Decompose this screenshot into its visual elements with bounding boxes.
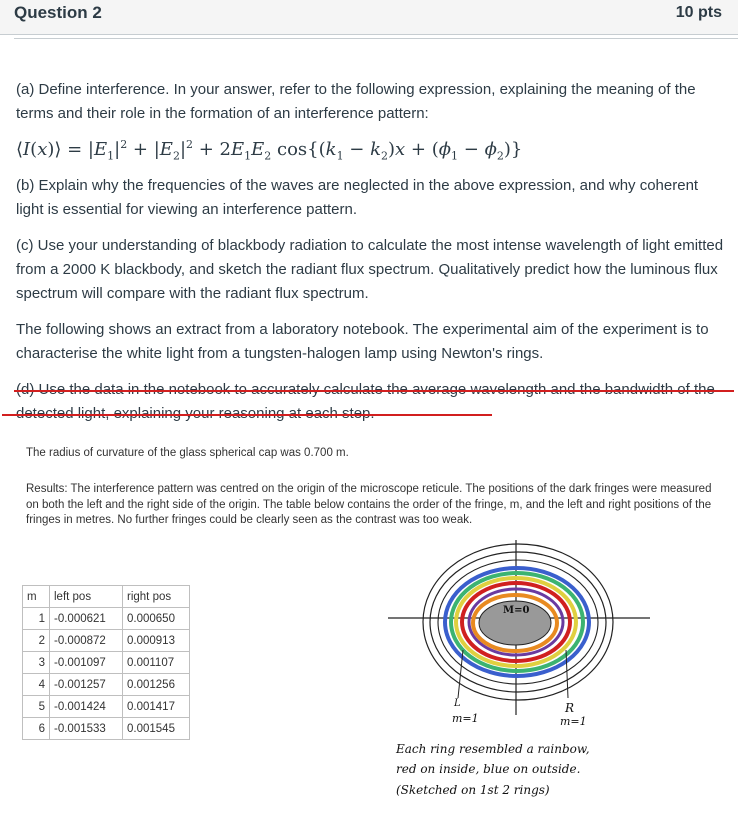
table-header-row	[23, 586, 190, 608]
cell-left: -0.001533	[50, 718, 123, 740]
cell-left: -0.001257	[50, 674, 123, 696]
right-order-label: m=1	[560, 715, 587, 728]
part-a-text: (a) Define interference. In your answer, refer to the following expression, explaining the meaning of the terms and their role in the formation of an interference pattern:	[16, 81, 696, 122]
part-d-struck	[16, 378, 736, 426]
strike-line-1	[14, 390, 734, 392]
part-c-text: (c) Use your understanding of blackbody radiation to calculate the most intense wavelength of light emitted from a 2000 K blackbody, and sketch the radiant flux spectrum. Qualitatively predict how the luminous flux spectrum will compare with the radiant flux spectrum.	[16, 237, 724, 302]
part-b-text: (b) Explain why the frequencies of the waves are neglected in the above expression, and why coherent light is essential for viewing an interference pattern.	[16, 177, 699, 218]
cell-right: 0.001256	[123, 674, 190, 696]
table-row	[23, 718, 190, 740]
table-row	[23, 696, 190, 718]
cell-m: 2	[23, 630, 50, 652]
question-title: Question 2	[14, 3, 102, 22]
cell-right: 0.001107	[123, 652, 190, 674]
radius-note: The radius of curvature of the glass spherical cap was 0.700 m.	[26, 447, 349, 459]
table-row	[23, 608, 190, 630]
notebook-intro-text: The following shows an extract from a laboratory notebook. The experimental aim of the experiment is to characterise the white light from a tungsten-halogen lamp using Newton's rings.	[16, 321, 709, 362]
table-row	[23, 674, 190, 696]
part-d-text	[16, 378, 724, 426]
cell-left: -0.001097	[50, 652, 123, 674]
cell-left: -0.000872	[50, 630, 123, 652]
question-header	[0, 0, 738, 35]
cell-m: 5	[23, 696, 50, 718]
center-order-label: M=0	[503, 605, 530, 616]
header-divider	[14, 38, 738, 39]
right-side-label: R	[565, 701, 575, 715]
sketch-note-line-1: Each ring resembled a rainbow,	[396, 742, 590, 756]
cell-m: 4	[23, 674, 50, 696]
cell-right: 0.001545	[123, 718, 190, 740]
cell-right: 0.000650	[123, 608, 190, 630]
pointer-right	[566, 650, 568, 698]
cell-right: 0.000913	[123, 630, 190, 652]
interference-equation: ⟨I(x)⟩ = $|E_1|^2 + |E_2|^2 + 2E_1E_2$ $\cos\{(k_1 - k_2)x + (\phi_1 - \phi_2)\}$	[16, 138, 523, 163]
cell-m: 3	[23, 652, 50, 674]
header-right-pos: right pos	[123, 586, 190, 608]
newtons-rings-sketch	[388, 540, 658, 740]
strike-line-2	[2, 414, 492, 416]
cell-m: 6	[23, 718, 50, 740]
header-m: m	[23, 586, 50, 608]
table-row	[23, 630, 190, 652]
question-points: 10 pts	[675, 4, 722, 21]
header-left-pos: left pos	[50, 586, 123, 608]
cell-m: 1	[23, 608, 50, 630]
cell-right: 0.001417	[123, 696, 190, 718]
sketch-note-line-2: red on inside, blue on outside.	[396, 762, 581, 776]
left-side-label: L	[454, 698, 461, 709]
fringe-table	[22, 585, 190, 740]
sketch-note-line-3: (Sketched on 1st 2 rings)	[396, 783, 550, 797]
cell-left: -0.001424	[50, 696, 123, 718]
left-order-label: m=1	[452, 712, 479, 725]
table-row	[23, 652, 190, 674]
results-note: Results: The interference pattern was centred on the origin of the microscope reticule. The positions of the dark fringes were measured on both the left and the right side of the origin. The table below contains the order of the fringe, m, and the left and right positions of the fringes in metres. No further fringes could be clearly seen as the contrast was too weak.	[26, 483, 712, 526]
cell-left: -0.000621	[50, 608, 123, 630]
